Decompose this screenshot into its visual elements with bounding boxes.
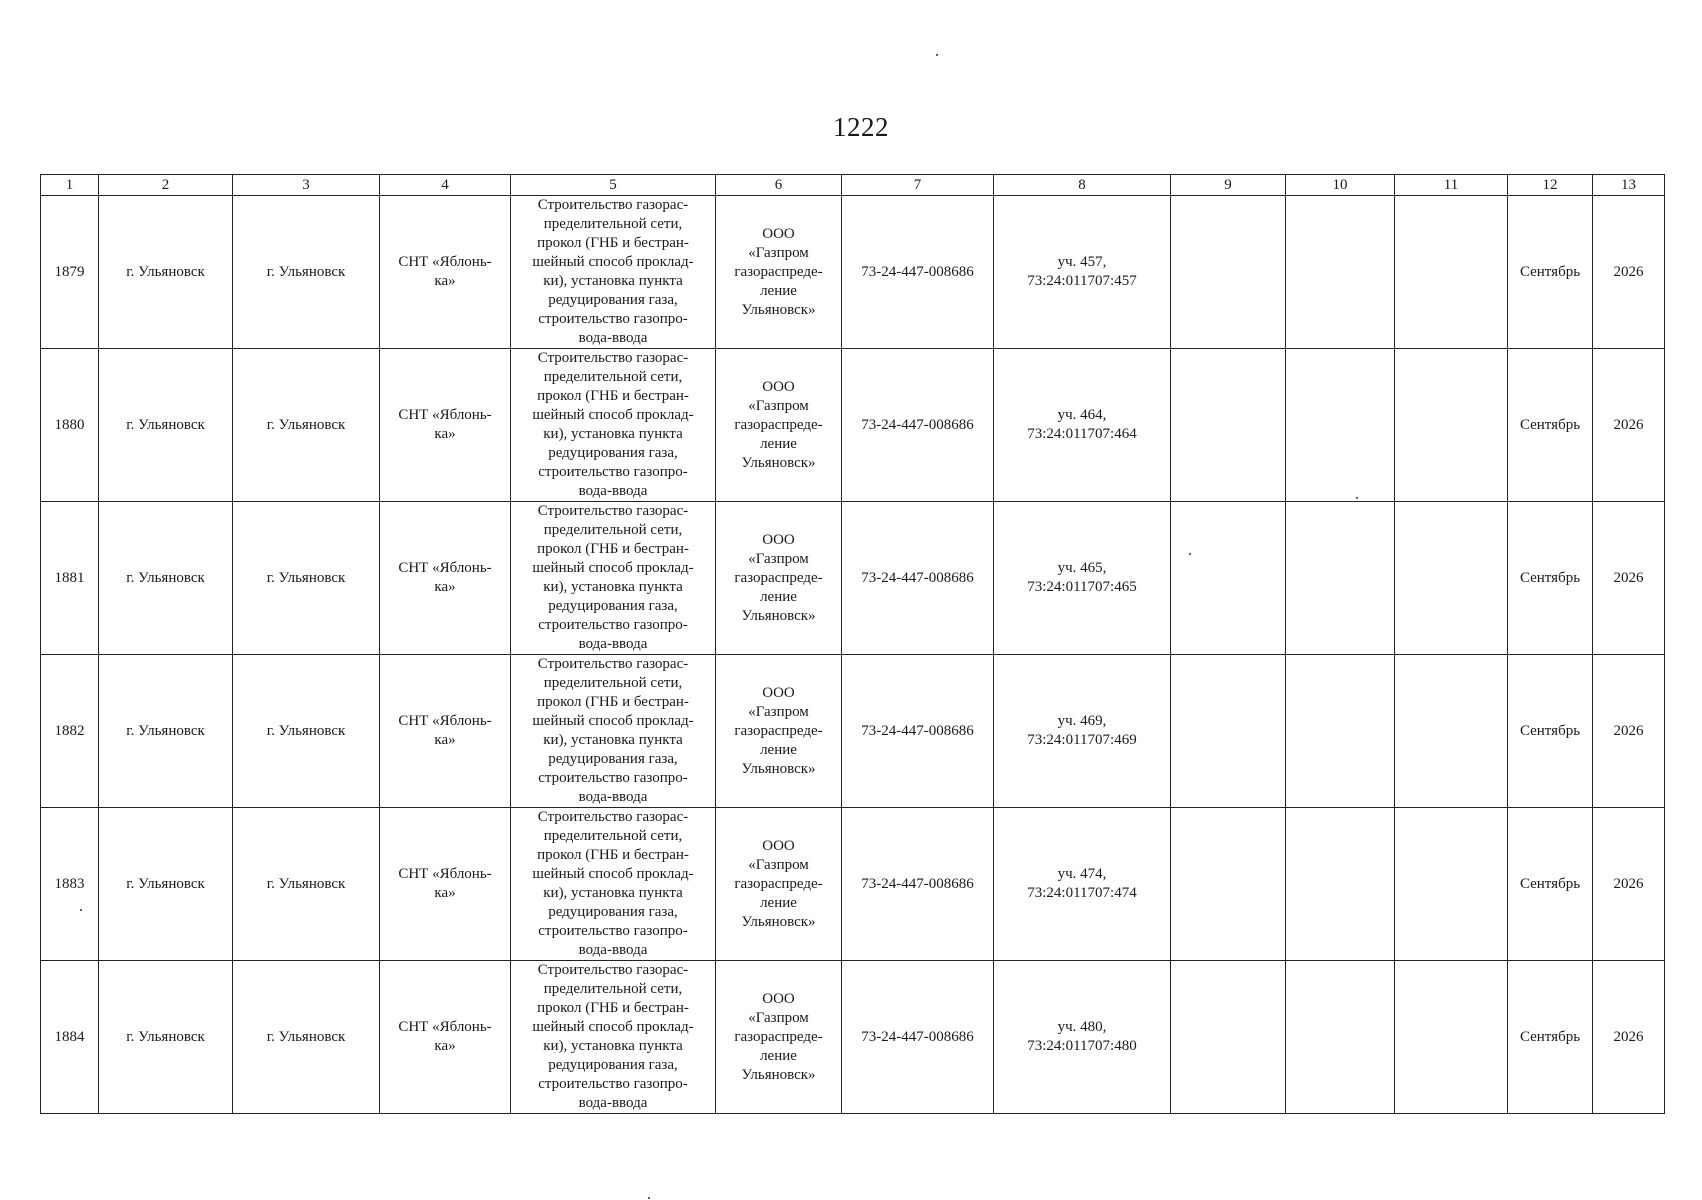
- snt-cell: [380, 961, 511, 1114]
- snt-cell-line: ка»: [434, 273, 456, 289]
- organization-cell-line: ление: [760, 435, 797, 452]
- snt-cell-line: ка»: [434, 426, 456, 442]
- year-cell: 2026: [1593, 655, 1665, 808]
- column-header-8: 8: [994, 175, 1171, 196]
- column-9-cell: [1171, 349, 1286, 502]
- column-10-cell: [1286, 502, 1395, 655]
- object-code-cell: 73-24-447-008686: [842, 502, 994, 655]
- table-row: [41, 961, 1665, 1114]
- work-description-cell: [511, 808, 716, 961]
- work-description-cell-line: строительство газопро-: [538, 617, 688, 633]
- work-description-cell-line: прокол (ГНБ и бестран-: [537, 694, 689, 710]
- work-description-cell-line: прокол (ГНБ и бестран-: [537, 1000, 689, 1016]
- organization-cell: [716, 349, 842, 502]
- work-description-cell-line: пределительной сети,: [543, 828, 683, 844]
- column-header-6: 6: [716, 175, 842, 196]
- column-11-cell: [1395, 502, 1508, 655]
- scan-speck: [648, 1197, 650, 1199]
- table-body: [41, 196, 1665, 1114]
- organization-cell-line: «Газпром: [748, 703, 809, 720]
- organization-cell-line: газораспреде-: [734, 416, 823, 433]
- plot-cadastral-cell-line: 73:24:011707:469: [1027, 732, 1137, 748]
- work-description-cell-line: вода-ввода: [578, 942, 648, 958]
- work-description-cell-line: пределительной сети,: [543, 675, 683, 691]
- object-code-cell: 73-24-447-008686: [842, 349, 994, 502]
- object-code-cell: 73-24-447-008686: [842, 808, 994, 961]
- plot-cadastral-cell-line: уч. 469,: [1057, 713, 1107, 729]
- organization-cell-line: Ульяновск»: [741, 454, 816, 471]
- snt-cell-line: СНТ «Яблонь-: [398, 254, 492, 270]
- organization-cell-line: ООО: [762, 531, 795, 548]
- column-9-cell: [1171, 961, 1286, 1114]
- organization-cell-line: ООО: [762, 378, 795, 395]
- table-row: [41, 349, 1665, 502]
- settlement-cell: г. Ульяновск: [233, 961, 380, 1114]
- work-description-cell-line: строительство газопро-: [538, 770, 688, 786]
- work-description-cell-line: шейный способ проклад-: [532, 866, 694, 882]
- work-description-cell-line: редуцирования газа,: [548, 445, 678, 461]
- page-number: 1222: [833, 112, 889, 142]
- organization-cell-line: ООО: [762, 990, 795, 1007]
- organization-cell-line: ление: [760, 282, 797, 299]
- organization-cell-line: Ульяновск»: [741, 913, 816, 930]
- object-code-cell: 73-24-447-008686: [842, 655, 994, 808]
- organization-cell: [716, 655, 842, 808]
- month-cell: Сентябрь: [1508, 502, 1593, 655]
- table-row: [41, 196, 1665, 349]
- organization-cell-line: ление: [760, 1047, 797, 1064]
- organization-cell-line: «Газпром: [748, 397, 809, 414]
- snt-cell-line: СНТ «Яблонь-: [398, 407, 492, 423]
- work-description-cell-line: редуцирования газа,: [548, 598, 678, 614]
- work-description-cell: [511, 502, 716, 655]
- work-description-cell-line: ки), установка пункта: [543, 426, 683, 442]
- organization-cell: [716, 961, 842, 1114]
- settlement-cell: г. Ульяновск: [233, 808, 380, 961]
- column-10-cell: [1286, 961, 1395, 1114]
- year-cell: 2026: [1593, 502, 1665, 655]
- work-description-cell-line: вода-ввода: [578, 789, 648, 805]
- municipality-cell: г. Ульяновск: [99, 349, 233, 502]
- column-11-cell: [1395, 808, 1508, 961]
- snt-cell-line: СНТ «Яблонь-: [398, 713, 492, 729]
- plot-cadastral-cell-line: 73:24:011707:464: [1027, 426, 1137, 442]
- organization-cell-line: газораспреде-: [734, 1028, 823, 1045]
- work-description-cell-line: шейный способ проклад-: [532, 713, 694, 729]
- object-code-cell: 73-24-447-008686: [842, 961, 994, 1114]
- work-description-cell: [511, 196, 716, 349]
- column-9-cell: [1171, 502, 1286, 655]
- plot-cadastral-cell-line: 73:24:011707:457: [1027, 273, 1137, 289]
- organization-cell-line: Ульяновск»: [741, 760, 816, 777]
- month-cell: Сентябрь: [1508, 196, 1593, 349]
- organization-cell-line: ление: [760, 588, 797, 605]
- plot-cadastral-cell-line: уч. 480,: [1057, 1019, 1107, 1035]
- work-description-cell-line: пределительной сети,: [543, 522, 683, 538]
- work-description-cell-line: редуцирования газа,: [548, 904, 678, 920]
- row-number: 1880: [41, 349, 99, 502]
- work-description-cell-line: прокол (ГНБ и бестран-: [537, 235, 689, 251]
- column-9-cell: [1171, 808, 1286, 961]
- organization-cell: [716, 808, 842, 961]
- work-description-cell-line: Строительство газорас-: [537, 656, 689, 672]
- column-9-cell: [1171, 655, 1286, 808]
- work-description-cell-line: ки), установка пункта: [543, 732, 683, 748]
- work-description-cell-line: Строительство газорас-: [537, 350, 689, 366]
- plot-cadastral-cell: [994, 808, 1171, 961]
- work-description-cell-line: шейный способ проклад-: [532, 254, 694, 270]
- plot-cadastral-cell: [994, 961, 1171, 1114]
- year-cell: 2026: [1593, 808, 1665, 961]
- organization-cell-line: «Газпром: [748, 244, 809, 261]
- column-10-cell: [1286, 808, 1395, 961]
- plot-cadastral-cell-line: уч. 464,: [1057, 407, 1107, 423]
- work-description-cell-line: редуцирования газа,: [548, 1057, 678, 1073]
- plot-cadastral-cell: [994, 655, 1171, 808]
- work-description-cell-line: ки), установка пункта: [543, 1038, 683, 1054]
- plot-cadastral-cell-line: 73:24:011707:480: [1027, 1038, 1137, 1054]
- snt-cell: [380, 808, 511, 961]
- month-cell: Сентябрь: [1508, 655, 1593, 808]
- year-cell: 2026: [1593, 349, 1665, 502]
- column-header-2: 2: [99, 175, 233, 196]
- plot-cadastral-cell: [994, 502, 1171, 655]
- organization-cell: [716, 196, 842, 349]
- municipality-cell: г. Ульяновск: [99, 655, 233, 808]
- work-description-cell-line: редуцирования газа,: [548, 292, 678, 308]
- column-11-cell: [1395, 349, 1508, 502]
- work-description-cell-line: пределительной сети,: [543, 981, 683, 997]
- table-row: [41, 502, 1665, 655]
- plot-cadastral-cell-line: 73:24:011707:465: [1027, 579, 1137, 595]
- column-9-cell: [1171, 196, 1286, 349]
- plot-cadastral-cell: [994, 349, 1171, 502]
- municipality-cell: г. Ульяновск: [99, 808, 233, 961]
- municipality-cell: г. Ульяновск: [99, 961, 233, 1114]
- work-description-cell: [511, 655, 716, 808]
- column-header-7: 7: [842, 175, 994, 196]
- header-row: [41, 175, 1665, 196]
- organization-cell-line: ООО: [762, 225, 795, 242]
- snt-cell-line: ка»: [434, 885, 456, 901]
- year-cell: 2026: [1593, 196, 1665, 349]
- organization-cell-line: «Газпром: [748, 550, 809, 567]
- organization-cell-line: газораспреде-: [734, 722, 823, 739]
- snt-cell: [380, 655, 511, 808]
- column-header-3: 3: [233, 175, 380, 196]
- column-10-cell: [1286, 196, 1395, 349]
- work-description-cell-line: прокол (ГНБ и бестран-: [537, 541, 689, 557]
- settlement-cell: г. Ульяновск: [233, 349, 380, 502]
- work-description-cell-line: Строительство газорас-: [537, 962, 689, 978]
- column-header-10: 10: [1286, 175, 1395, 196]
- work-description-cell-line: шейный способ проклад-: [532, 1019, 694, 1035]
- organization-cell-line: Ульяновск»: [741, 1066, 816, 1083]
- column-header-11: 11: [1395, 175, 1508, 196]
- work-description-cell-line: строительство газопро-: [538, 311, 688, 327]
- column-header-12: 12: [1508, 175, 1593, 196]
- plot-cadastral-cell-line: уч. 474,: [1057, 866, 1107, 882]
- settlement-cell: г. Ульяновск: [233, 655, 380, 808]
- work-description-cell-line: вода-ввода: [578, 483, 648, 499]
- work-description-cell-line: прокол (ГНБ и бестран-: [537, 847, 689, 863]
- work-description-cell: [511, 961, 716, 1114]
- snt-cell-line: СНТ «Яблонь-: [398, 866, 492, 882]
- month-cell: Сентябрь: [1508, 349, 1593, 502]
- row-number: 1882: [41, 655, 99, 808]
- row-number: 1884: [41, 961, 99, 1114]
- column-header-13: 13: [1593, 175, 1665, 196]
- work-description-cell-line: вода-ввода: [578, 330, 648, 346]
- organization-cell-line: Ульяновск»: [741, 301, 816, 318]
- column-11-cell: [1395, 961, 1508, 1114]
- column-10-cell: [1286, 655, 1395, 808]
- work-description-cell-line: прокол (ГНБ и бестран-: [537, 388, 689, 404]
- snt-cell-line: ка»: [434, 1038, 456, 1054]
- work-description-cell-line: шейный способ проклад-: [532, 407, 694, 423]
- snt-cell-line: ка»: [434, 579, 456, 595]
- organization-cell: [716, 502, 842, 655]
- work-description-cell: [511, 349, 716, 502]
- snt-cell-line: СНТ «Яблонь-: [398, 1019, 492, 1035]
- work-description-cell-line: ки), установка пункта: [543, 885, 683, 901]
- work-description-cell-line: вода-ввода: [578, 636, 648, 652]
- municipality-cell: г. Ульяновск: [99, 196, 233, 349]
- work-description-cell-line: Строительство газорас-: [537, 503, 689, 519]
- table-row: [41, 655, 1665, 808]
- work-description-cell-line: строительство газопро-: [538, 923, 688, 939]
- snt-cell-line: СНТ «Яблонь-: [398, 560, 492, 576]
- snt-cell: [380, 502, 511, 655]
- work-description-cell-line: Строительство газорас-: [537, 809, 689, 825]
- column-header-1: 1: [41, 175, 99, 196]
- row-number: 1881: [41, 502, 99, 655]
- snt-cell-line: ка»: [434, 732, 456, 748]
- settlement-cell: г. Ульяновск: [233, 196, 380, 349]
- settlement-cell: г. Ульяновск: [233, 502, 380, 655]
- plot-cadastral-cell-line: 73:24:011707:474: [1027, 885, 1137, 901]
- work-description-cell-line: строительство газопро-: [538, 1076, 688, 1092]
- work-description-cell-line: ки), установка пункта: [543, 273, 683, 289]
- work-description-cell-line: шейный способ проклад-: [532, 560, 694, 576]
- work-description-cell-line: пределительной сети,: [543, 369, 683, 385]
- table-row: [41, 808, 1665, 961]
- work-description-cell-line: ки), установка пункта: [543, 579, 683, 595]
- registry-table: [40, 174, 1665, 1114]
- organization-cell-line: газораспреде-: [734, 569, 823, 586]
- object-code-cell: 73-24-447-008686: [842, 196, 994, 349]
- month-cell: Сентябрь: [1508, 808, 1593, 961]
- row-number: 1879: [41, 196, 99, 349]
- work-description-cell-line: пределительной сети,: [543, 216, 683, 232]
- organization-cell-line: ление: [760, 741, 797, 758]
- month-cell: Сентябрь: [1508, 961, 1593, 1114]
- column-11-cell: [1395, 655, 1508, 808]
- work-description-cell-line: Строительство газорас-: [537, 197, 689, 213]
- plot-cadastral-cell: [994, 196, 1171, 349]
- work-description-cell-line: редуцирования газа,: [548, 751, 678, 767]
- column-10-cell: [1286, 349, 1395, 502]
- row-number: 1883: [41, 808, 99, 961]
- municipality-cell: г. Ульяновск: [99, 502, 233, 655]
- year-cell: 2026: [1593, 961, 1665, 1114]
- organization-cell-line: «Газпром: [748, 1009, 809, 1026]
- work-description-cell-line: строительство газопро-: [538, 464, 688, 480]
- organization-cell-line: Ульяновск»: [741, 607, 816, 624]
- organization-cell-line: «Газпром: [748, 856, 809, 873]
- organization-cell-line: газораспреде-: [734, 875, 823, 892]
- column-header-4: 4: [380, 175, 511, 196]
- plot-cadastral-cell-line: уч. 465,: [1057, 560, 1107, 576]
- scan-speck: [936, 54, 938, 56]
- plot-cadastral-cell-line: уч. 457,: [1057, 254, 1107, 270]
- snt-cell: [380, 349, 511, 502]
- snt-cell: [380, 196, 511, 349]
- organization-cell-line: ООО: [762, 684, 795, 701]
- column-header-5: 5: [511, 175, 716, 196]
- organization-cell-line: газораспреде-: [734, 263, 823, 280]
- organization-cell-line: ление: [760, 894, 797, 911]
- column-11-cell: [1395, 196, 1508, 349]
- work-description-cell-line: вода-ввода: [578, 1095, 648, 1111]
- column-header-9: 9: [1171, 175, 1286, 196]
- organization-cell-line: ООО: [762, 837, 795, 854]
